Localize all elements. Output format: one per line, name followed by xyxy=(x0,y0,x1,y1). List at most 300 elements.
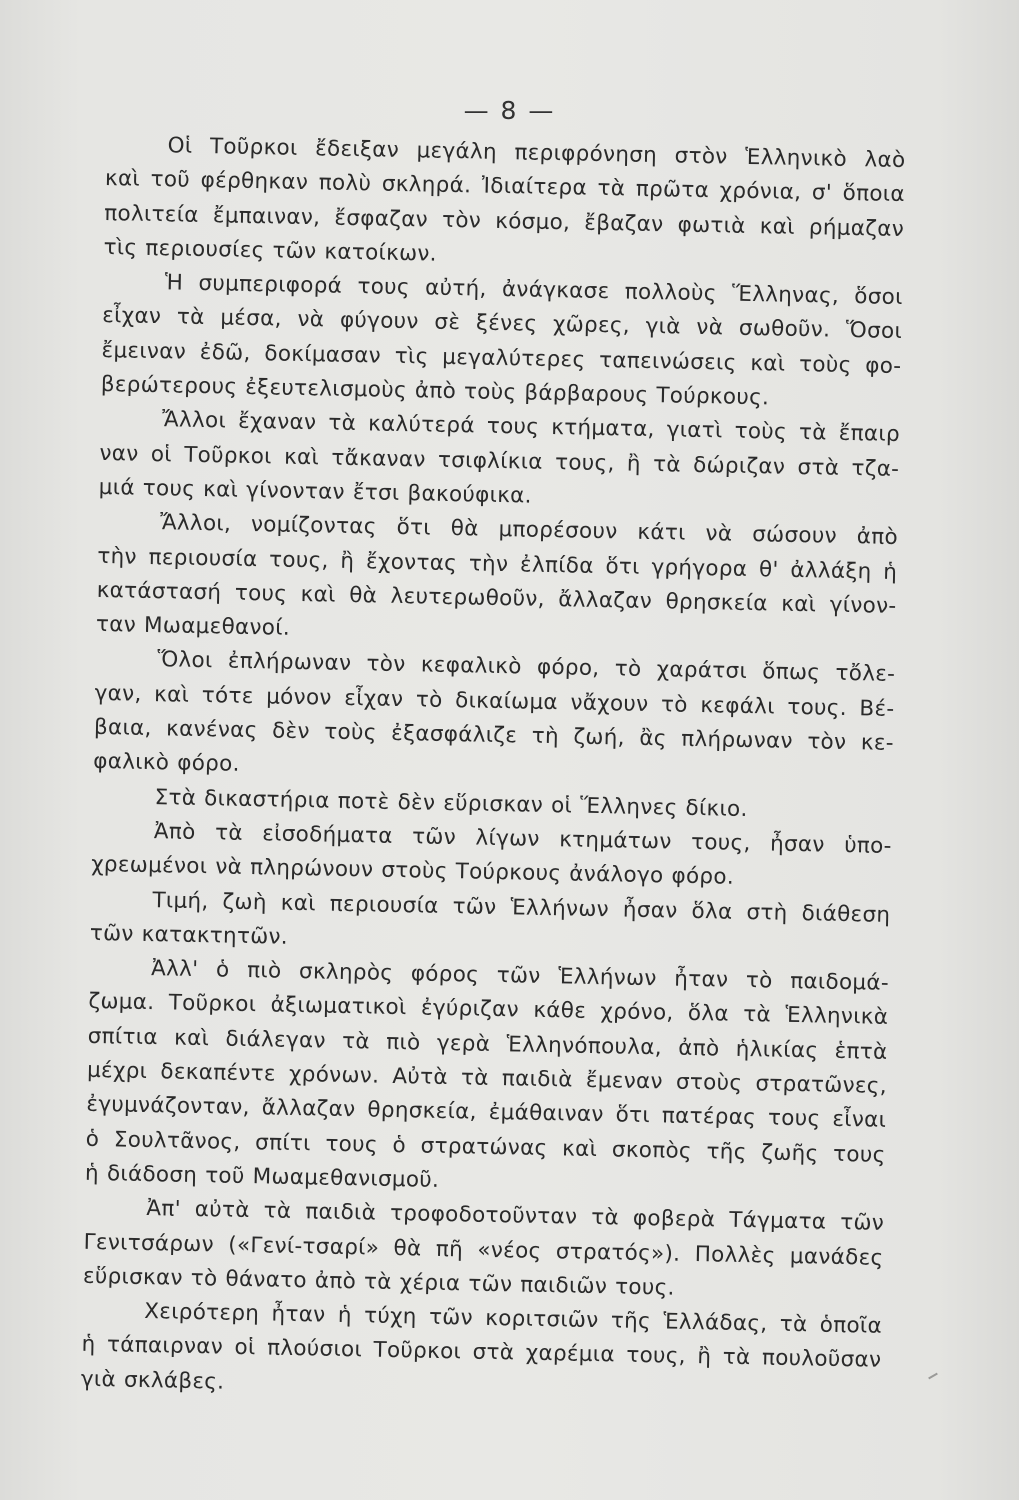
word: μπορέσουν xyxy=(498,517,618,545)
word: στοὺς xyxy=(381,857,448,885)
word: τὶς xyxy=(103,234,138,261)
word: τῆς xyxy=(610,1308,652,1335)
word: ταν xyxy=(95,612,137,638)
word: κε- xyxy=(860,730,895,756)
word: τους, xyxy=(268,546,329,574)
word: τους xyxy=(325,1131,379,1158)
word: ἀνάλογο xyxy=(569,861,664,889)
word: τους, xyxy=(554,449,615,476)
word: Ἑλληνόπουλα, xyxy=(506,1031,663,1061)
word: διάδοση xyxy=(106,1161,198,1188)
word: ἂς xyxy=(639,725,667,752)
word: Ἑλλάδας, xyxy=(663,1309,768,1337)
word: δώριζαν xyxy=(692,452,786,480)
word: ποτὲ xyxy=(337,788,390,815)
word: χρεωμένοι xyxy=(90,852,208,880)
word: ὅτι xyxy=(396,515,432,541)
word: Τοῦρκοι xyxy=(168,990,257,1018)
word: εἰσοδήματα xyxy=(262,821,393,849)
word: τους, xyxy=(626,1343,687,1370)
word: πληρώνουν xyxy=(249,855,374,883)
word: τους xyxy=(142,475,196,502)
word: τὰ xyxy=(722,1345,751,1371)
word: σώσουν xyxy=(751,522,838,550)
word: βάρβαρους xyxy=(524,380,649,409)
word: ἄλλαζαν xyxy=(558,587,653,614)
word: θ' xyxy=(758,556,779,583)
word: νὰ xyxy=(215,854,243,881)
word: τὰ xyxy=(779,1311,808,1338)
word: καὶ xyxy=(300,581,336,608)
word: παιδομά- xyxy=(789,969,890,997)
word: Ἕλληνας, xyxy=(731,281,840,309)
word: δικαίωμα xyxy=(454,687,559,715)
word: πολιτεία xyxy=(104,200,200,228)
word: Χειρότερη xyxy=(144,1299,260,1327)
word: γιὰ xyxy=(80,1366,117,1393)
word: εἶχαν xyxy=(344,685,404,712)
word: τὸν xyxy=(807,729,847,756)
word: τους, xyxy=(690,829,751,857)
word: τὴν xyxy=(468,550,509,577)
word: τὰ xyxy=(798,420,827,446)
word: δίκιο. xyxy=(685,795,748,822)
word: ἐδῶ, xyxy=(199,339,251,366)
word: τῶν xyxy=(840,1210,885,1237)
word: τὸ xyxy=(190,1265,218,1292)
word: κανένας xyxy=(165,716,258,744)
word: φόρο. xyxy=(671,863,735,890)
word: σκληρά. xyxy=(381,171,472,199)
word: τοὺς xyxy=(324,719,377,746)
word: τῶν xyxy=(89,920,134,947)
word: οἱ xyxy=(234,1335,256,1361)
word: Ἑλλήνων xyxy=(510,894,610,922)
word: ἐξασφάλιζε xyxy=(390,720,518,749)
word: τὄλε- xyxy=(835,661,896,688)
word: σκλάβες. xyxy=(123,1367,225,1395)
word: θάνατο xyxy=(225,1266,308,1294)
word: ἐγύριζαν xyxy=(420,995,520,1023)
word: κατοίκων. xyxy=(324,239,438,267)
word: τὰ xyxy=(460,1065,490,1091)
word: ἔδειξαν xyxy=(314,136,400,163)
word: ἡ xyxy=(81,1332,96,1358)
word: τοὺς xyxy=(798,351,852,378)
word: φοβερὰ xyxy=(632,1206,716,1233)
word: βακούφικα. xyxy=(407,481,533,509)
word: πιὸ xyxy=(385,1029,421,1056)
word: τῶν xyxy=(272,238,317,265)
word: σωθοῦν. xyxy=(738,316,831,344)
word: τοῦ xyxy=(204,1163,245,1189)
word: στρατώνας xyxy=(420,1133,548,1161)
word: τῆς xyxy=(706,1138,747,1165)
word: συμπεριφορά xyxy=(198,271,343,299)
word: Πολλὲς xyxy=(694,1241,776,1269)
word: περιουσία xyxy=(329,891,439,919)
word: Ἀπ' xyxy=(146,1196,182,1222)
word: ἑπτὰ xyxy=(834,1038,888,1065)
word: περιφρόνηση xyxy=(514,140,658,169)
word: τὸ xyxy=(660,692,689,718)
word: καὶ xyxy=(750,350,786,377)
word: κάθε xyxy=(533,998,587,1025)
word: μεγάλη xyxy=(416,138,498,165)
word: τῶν xyxy=(411,824,457,851)
word: κτημάτων xyxy=(558,827,672,855)
word: παιδιὰ xyxy=(501,1066,573,1093)
word: φόρο, xyxy=(536,655,600,682)
word: δὲν xyxy=(271,718,311,745)
word: τὰ xyxy=(176,304,205,331)
word: ἀπὸ xyxy=(678,1035,720,1062)
word: ἡ xyxy=(883,559,898,585)
word: κόσμο, xyxy=(495,208,571,235)
word: στρατῶνες, xyxy=(755,1071,888,1099)
word: ὅτι xyxy=(615,1102,651,1129)
word: Βέ- xyxy=(859,695,895,722)
word: τὴν xyxy=(97,543,138,570)
word: κεφαλικὸ xyxy=(420,652,522,680)
word: θὰ xyxy=(393,1235,422,1262)
word: Τοῦρκοι xyxy=(183,442,273,470)
ink-mark xyxy=(928,1373,938,1380)
word: ἀπὸ xyxy=(856,524,899,551)
word: στὰ xyxy=(797,454,840,481)
word: πολλοὺς xyxy=(624,279,717,307)
word: νομίζοντας xyxy=(250,512,377,540)
word: τὰ xyxy=(743,1002,772,1028)
word: Γενιτσάρων xyxy=(83,1229,215,1257)
word: καὶ xyxy=(283,444,320,471)
word: ὑπο- xyxy=(843,832,892,859)
word: Τούρκους xyxy=(455,859,562,887)
word: Τάγματα xyxy=(728,1207,827,1235)
word: εἶχαν xyxy=(101,303,162,330)
word: τὸ xyxy=(614,656,642,683)
word: τὸν xyxy=(441,207,482,234)
word: Ἀλλ' xyxy=(150,956,199,983)
word: δοκίμασαν xyxy=(264,341,382,369)
word: φέρθηκαν xyxy=(200,168,309,196)
word: ἐμάθαιναν xyxy=(488,1100,604,1128)
word: ἐπλήρωναν xyxy=(227,649,352,677)
word: καὶ xyxy=(153,681,190,708)
word: γρήγορα xyxy=(651,554,748,582)
word: καὶ xyxy=(104,166,141,192)
word: καὶ xyxy=(561,1135,598,1162)
word: στρατός»). xyxy=(555,1238,681,1267)
word: πατέρας xyxy=(661,1103,757,1131)
word: σὲ xyxy=(434,310,461,336)
word: εὕρισκαν xyxy=(82,1263,184,1291)
word: ρήμαζαν xyxy=(808,214,905,242)
word: ὅπως xyxy=(762,659,821,686)
word: τὸ xyxy=(415,687,443,713)
word: λαὸ xyxy=(864,147,906,174)
word: πῆ xyxy=(435,1236,464,1262)
word: Τοῦρκοι xyxy=(373,1338,462,1365)
word: καὶ xyxy=(173,1025,210,1051)
word: θρησκεία, xyxy=(367,1097,478,1125)
word: ὁ xyxy=(85,1126,100,1152)
word: ἔχαναν xyxy=(237,409,317,436)
word: τῶν xyxy=(452,893,497,920)
word: ἦταν xyxy=(271,1301,326,1328)
word: τὰ xyxy=(591,1205,620,1231)
word: ἔσφαζαν xyxy=(334,205,429,233)
word: Μωαμεθανοί. xyxy=(143,613,291,641)
word: Αὐτὰ xyxy=(392,1063,449,1091)
word: μόνον xyxy=(265,684,332,711)
word: κοριτσιῶν xyxy=(485,1305,599,1334)
word: Στὰ xyxy=(154,784,197,811)
word: ἀνάγκασε xyxy=(501,277,610,305)
word: φο- xyxy=(865,353,902,379)
word: ἀλλάξη xyxy=(790,557,872,585)
word: τοῦ xyxy=(150,167,191,193)
word: οἱ xyxy=(550,792,573,819)
word: φαλικὸ xyxy=(93,749,170,776)
word: ἀπὸ xyxy=(414,378,457,405)
word: ἔπαιρ xyxy=(838,421,901,448)
word: τους. xyxy=(787,694,848,721)
word: πιὸ xyxy=(246,958,282,984)
body-text xyxy=(81,128,906,1413)
word: ζωή, xyxy=(573,724,626,751)
word: παιδιὰ xyxy=(305,1199,377,1226)
word: κεφάλι xyxy=(700,692,776,720)
word: Τοῦρκοι xyxy=(209,134,298,161)
word: μέσα, xyxy=(220,305,283,333)
word: τοὺς xyxy=(463,379,517,406)
word: Οἱ xyxy=(167,133,193,159)
word: Τούρκους. xyxy=(656,383,770,411)
word: λίγων xyxy=(475,825,540,852)
word: κτήματα, xyxy=(550,415,655,443)
word: τὶς xyxy=(394,343,429,370)
word: γιατὶ xyxy=(666,417,723,444)
word: νὰ xyxy=(696,315,724,341)
word: τῶν xyxy=(428,1304,474,1331)
word: ἀξιωματικοὶ xyxy=(270,992,407,1021)
word: Σουλτᾶνος, xyxy=(113,1126,241,1155)
word: σκληρὸς xyxy=(298,959,394,987)
word: ὅποια xyxy=(842,181,906,208)
word: σ' xyxy=(811,180,833,206)
word: ταπεινώσεις xyxy=(598,347,737,376)
word: καὶ xyxy=(759,213,796,240)
word: τῶν xyxy=(468,1271,513,1298)
word: χαράτσι xyxy=(656,657,748,685)
word: μέχρι xyxy=(86,1057,148,1085)
word: Ἑλληνικὰ xyxy=(785,1003,889,1031)
word: πρῶτα xyxy=(635,176,710,204)
word: ἔτσι xyxy=(352,479,400,506)
word: χέρια xyxy=(399,1269,461,1297)
word: λευτερωθοῦν, xyxy=(390,583,546,612)
word: τὰ xyxy=(263,1198,292,1225)
word: σπίτι xyxy=(254,1129,312,1156)
word: γιὰ xyxy=(645,314,681,341)
word: γίνονταν xyxy=(245,477,346,505)
word: μανάδες xyxy=(789,1243,884,1271)
word: ἢ xyxy=(626,451,642,477)
word: ὅλα xyxy=(691,898,733,925)
word: εἶναι xyxy=(832,1107,887,1134)
word: χρόνια, xyxy=(719,178,802,206)
word: τὰ xyxy=(328,410,357,437)
word: τροφοδοτοῦνταν xyxy=(389,1201,578,1230)
word: ζωὴ xyxy=(222,889,268,915)
word: τους xyxy=(234,580,288,607)
word: μεγαλύτερες xyxy=(442,344,586,373)
word: θὰ xyxy=(450,516,479,542)
word: γίνον- xyxy=(829,592,897,619)
word: τους xyxy=(357,274,411,301)
word: Ἡ xyxy=(164,270,184,296)
word: αὐτὰ xyxy=(194,1197,250,1224)
word: Τιμή, xyxy=(152,887,209,914)
word: τσιφλίκια xyxy=(437,447,544,475)
word: τους. xyxy=(614,1274,675,1301)
word: Ἑλληνικὸ xyxy=(744,144,848,172)
word: αὐτή, xyxy=(424,275,487,302)
word: Ἑλλήνων xyxy=(557,964,657,992)
word: ἡ xyxy=(337,1302,353,1329)
word: ἡλικίας xyxy=(735,1036,819,1064)
word: γερὰ xyxy=(436,1030,491,1057)
word: τὰ xyxy=(652,451,682,478)
word: βερώτερους xyxy=(100,372,238,400)
word: χαρέμια xyxy=(525,1341,616,1368)
word: οἱ xyxy=(150,441,173,468)
word: τοὺς xyxy=(734,419,788,446)
word: φωτιὰ xyxy=(677,212,746,239)
word: φόρος xyxy=(410,961,480,988)
word: δικαστήρια xyxy=(203,785,330,814)
word: ἢ xyxy=(697,1344,712,1370)
word: χῶρες, xyxy=(552,312,631,340)
word: σκοπὸς xyxy=(611,1136,693,1164)
word: τὰ xyxy=(363,1269,393,1295)
word: γαν, xyxy=(94,680,142,707)
word: νἄχουν xyxy=(570,690,649,717)
word: θὰ xyxy=(348,582,378,609)
word: στοὺς xyxy=(675,1069,743,1096)
word: πλούσιοι xyxy=(266,1335,363,1363)
word: ἔχοντας xyxy=(365,548,458,576)
word: νὰ xyxy=(297,307,325,333)
word: Ἄλλοι, xyxy=(159,510,232,537)
word: πολὺ xyxy=(318,170,372,197)
word: τὸ xyxy=(745,968,773,994)
word: ἔμπαιναν, xyxy=(212,202,321,230)
word: ὅτι xyxy=(605,553,640,580)
word: ἢ xyxy=(340,548,355,574)
word: παιδιῶν xyxy=(520,1272,608,1300)
word: περιουσίες xyxy=(145,235,265,264)
word: ἦσαν xyxy=(769,831,825,858)
word: Ἄλλοι xyxy=(161,407,227,434)
word: ὁποῖα xyxy=(819,1312,883,1339)
word: ἦσαν xyxy=(622,897,678,924)
word: Ἕλληνες xyxy=(579,793,678,821)
word: ἔμεναν xyxy=(585,1067,664,1095)
word: τους xyxy=(767,1105,821,1132)
word: Ἰδιαίτερα xyxy=(481,173,588,201)
word: πουλοῦσαν xyxy=(761,1345,882,1374)
word: κατάστασή xyxy=(96,577,222,606)
word: ἦταν xyxy=(674,966,729,993)
word: καλύτερά xyxy=(367,411,476,439)
word: ἐλπίδα xyxy=(519,551,594,579)
word: ἔμειναν xyxy=(101,337,187,365)
word: τους xyxy=(486,414,540,441)
word: τἄκαναν xyxy=(331,445,426,473)
word: διάθεση xyxy=(801,900,891,928)
word: ἀπὸ xyxy=(314,1268,357,1295)
word: περιουσία xyxy=(148,544,258,572)
word: πλήρωναν xyxy=(681,726,794,754)
word: ὁ xyxy=(392,1132,407,1158)
word: ναν xyxy=(99,440,139,467)
word: κατακτητῶν. xyxy=(141,921,289,950)
word: Ὅσοι xyxy=(845,318,903,345)
word: ἐγυμνάζονταν, xyxy=(86,1092,250,1121)
word: τὸν xyxy=(366,651,406,678)
word: Ἀπὸ xyxy=(153,819,196,845)
word: βαια, xyxy=(93,714,152,742)
word: εὕρισκαν xyxy=(443,790,544,818)
word: τύχη xyxy=(363,1303,417,1330)
word: ἔβαζαν xyxy=(584,210,664,237)
word: διάλεγαν xyxy=(225,1026,327,1054)
word: ὁ xyxy=(215,957,230,983)
word: στὸν xyxy=(674,143,728,170)
word: τους xyxy=(832,1141,886,1168)
word: τὰ xyxy=(341,1028,371,1055)
word: καὶ xyxy=(202,476,239,503)
page-number: — 8 — xyxy=(463,96,556,125)
word: ἡ xyxy=(84,1160,100,1186)
word: ζωῆς xyxy=(761,1139,819,1167)
word: ἐξευτελισμοὺς xyxy=(244,374,408,404)
word: χρόνο, xyxy=(600,999,674,1026)
word: ὅλα xyxy=(687,1001,730,1028)
word: «νέος xyxy=(477,1237,542,1264)
word: θρησκεία xyxy=(665,589,769,617)
word: καὶ xyxy=(781,591,817,618)
word: τὰ xyxy=(214,820,244,846)
word: ξένες xyxy=(475,310,538,338)
word: Μωαμεθανισμοῦ. xyxy=(252,1164,440,1193)
word: τῶν xyxy=(496,963,541,990)
word: τζα- xyxy=(851,455,900,482)
word: ἄλλαζαν xyxy=(261,1095,356,1123)
word: («Γενί-τσαρί» xyxy=(228,1232,380,1261)
word: Ὅλοι xyxy=(157,647,213,674)
word: στὰ xyxy=(472,1339,515,1366)
word: δὲν xyxy=(397,789,436,816)
paragraphs-container xyxy=(81,128,906,1413)
word: κάτι xyxy=(637,520,686,546)
word: χρόνων. xyxy=(288,1061,380,1089)
word: φύγουν xyxy=(339,308,419,335)
word: ζωμα. xyxy=(88,989,155,1016)
word: σπίτια xyxy=(87,1023,159,1050)
